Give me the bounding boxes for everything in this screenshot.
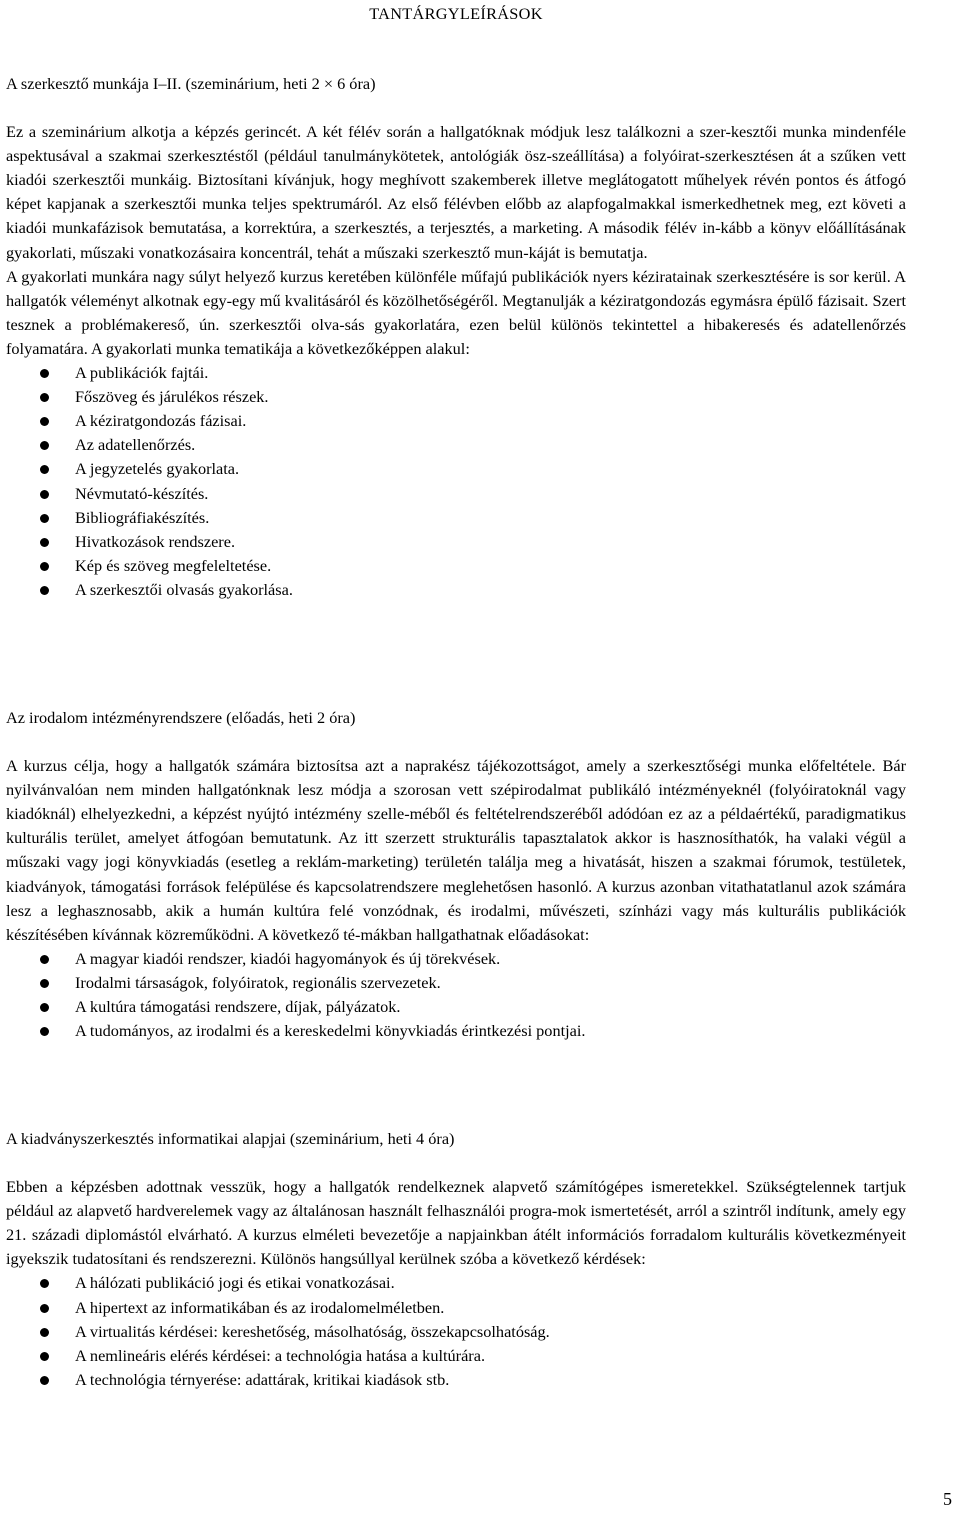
section-irodalom-intezmenyrendszere bbox=[6, 706, 906, 1043]
section-heading: A szerkesztő munkája I–II. (szeminárium, heti 2 × 6 óra) bbox=[6, 74, 376, 93]
list-item: Névmutató-készítés. bbox=[6, 482, 906, 506]
list-item: A technológia térnyerése: adattárak, kritikai kiadások stb. bbox=[6, 1368, 906, 1392]
list-item: Kép és szöveg megfeleltetése. bbox=[6, 554, 906, 578]
bullet-icon bbox=[40, 465, 49, 474]
list-item: A virtualitás kérdései: kereshetőség, másolhatóság, összekapcsolhatóság. bbox=[6, 1320, 906, 1344]
list-item: A jegyzetelés gyakorlata. bbox=[6, 457, 906, 481]
paragraph: A gyakorlati munkára nagy súlyt helyező kurzus keretében különféle műfajú publikációk nyers kéziratainak szerkesztésére is sor kerül. A hallgatók véleményt alkotnak egy-egy mű kvalitásáról és közölhetőségéről. Megtanulják a kéziratgondozás egymásra épülő fázisait. Szert tesznek a problémakereső, ún. szerkesztői olva-sás gyakorlatára, ezen belül különös tekintettel a hibakeresés és adatellenőrzés folyamatára. A gyakorlati munka tematikája a következőképpen alakul: bbox=[6, 266, 906, 358]
list-item: A publikációk fajtái. bbox=[6, 361, 906, 385]
list-item: Bibliográfiakészítés. bbox=[6, 506, 906, 530]
bullet-icon bbox=[40, 417, 49, 426]
paragraph: Ebben a képzésben adottnak vesszük, hogy a hallgatók rendelkeznek alapvető számítógépes ismeretekkel. Szükségtelennek tartjuk például az alapvető hardverelemek vagy az általánosan használt felhasználói progra-mok ismertetését, arról a szintről indítunk, amely egy 21. századi diplomástól elvárható. A kurzus elméleti bevezetője a napjainkban átélt információs forradalom kulturális következményeit igyekszik tudatosítani és rendszerezni. Különös hangsúllyal kerülnek szóba a következő kérdések: bbox=[6, 1177, 906, 1269]
bullet-icon bbox=[40, 586, 49, 595]
section-heading: Az irodalom intézményrendszere (előadás, heti 2 óra) bbox=[6, 708, 356, 727]
bullet-icon bbox=[40, 441, 49, 450]
page-title: TANTÁRGYLEÍRÁSOK bbox=[369, 4, 543, 23]
bullet-icon bbox=[40, 1003, 49, 1012]
list-item: A nemlineáris elérés kérdései: a technológia hatása a kultúrára. bbox=[6, 1344, 906, 1368]
list-item: A kéziratgondozás fázisai. bbox=[6, 409, 906, 433]
section-heading: A kiadványszerkesztés informatikai alapjai (szeminárium, heti 4 óra) bbox=[6, 1129, 455, 1148]
paragraph: A kurzus célja, hogy a hallgatók számára biztosítsa azt a naprakész tájékozottságot, amely a szerkesztőségi munka előfeltétele. Bár nyilvánvalóan nem minden hallgatónknak lesz módja a szorosan vett szépirodalmat publikáló intézményeknél (folyóiratoknál vagy kiadóknál) elhelyezkedni, a képzést nyújtó intézmény szelle-méből és feltételrendszeréből adódóan ez az a példaértékű, paradigmatikus kulturális terület, amelyet átfogóan bemutatunk. Az itt szerzett strukturális tapasztalatok akkor is hasznosíthatók, ha valaki végül a műszaki vagy jogi könyvkiadás (esetleg a reklám-marketing) területén találja meg a hivatását, hiszen a szakmai fórumok, testületek, kiadványok, támogatási források felépülése és kapcsolatrendszere meglehetősen hasonló. A kurzus azonban vitathatatlanul azok számára lesz a leghasznosabb, akik a humán kultúra felé vonzódnak, és irodalmi, művészeti, színházi vagy más kulturális publikációk készítésében kívánnak közreműködni. A következő té-mákban hallgathatnak előadásokat: bbox=[6, 756, 906, 944]
list-item: Irodalmi társaságok, folyóiratok, regionális szervezetek. bbox=[6, 971, 906, 995]
paragraph: Ez a szeminárium alkotja a képzés gerincét. A két félév során a hallgatóknak módjuk lesz találkozni a szer-kesztői munka mindenféle aspektusával a szakmai szerkesztéstől (például tanulmánykötetek, antológiák ösz-szeállítása) a folyóirat-szerkesztésen át a szűken vett kiadói szerkesztői munkáig. Biztosítani kívánjuk, hogy meghívott szakemberek illetve meglátogatott műhelyek révén pontos és átfogó képet kapjanak a szerkesztői munka teljes spektrumáról. Az első félévben előbb az alapfogalmakkal ismerkedhetnek meg, ezt követi a kiadói munkafázisok bemutatása, a korrektúra, a szerkesztés, a terjesztés, a marketing. A második félév in-kább a könyv előállításának gyakorlati, műszaki vonatkozásaira koncentrál, tehát a műszaki szerkesztő mun-káját is bemutatja. bbox=[6, 122, 906, 262]
topic-list bbox=[6, 947, 906, 1043]
bullet-icon bbox=[40, 979, 49, 988]
list-item: A kultúra támogatási rendszere, díjak, pályázatok. bbox=[6, 995, 906, 1019]
section-szerkeszto-munkaja bbox=[6, 72, 906, 602]
bullet-icon bbox=[40, 562, 49, 571]
bullet-icon bbox=[40, 369, 49, 378]
list-item: A hálózati publikáció jogi és etikai vonatkozásai. bbox=[6, 1271, 906, 1295]
list-item: Hivatkozások rendszere. bbox=[6, 530, 906, 554]
list-item: Az adatellenőrzés. bbox=[6, 433, 906, 457]
bullet-icon bbox=[40, 514, 49, 523]
bullet-icon bbox=[40, 1328, 49, 1337]
bullet-icon bbox=[40, 1352, 49, 1361]
bullet-icon bbox=[40, 1279, 49, 1288]
list-item: Főszöveg és járulékos részek. bbox=[6, 385, 906, 409]
bullet-icon bbox=[40, 1027, 49, 1036]
bullet-icon bbox=[40, 538, 49, 547]
list-item: A magyar kiadói rendszer, kiadói hagyományok és új törekvések. bbox=[6, 947, 906, 971]
topic-list bbox=[6, 361, 906, 602]
bullet-icon bbox=[40, 955, 49, 964]
page-number: 5 bbox=[943, 1489, 952, 1509]
topic-list bbox=[6, 1271, 906, 1391]
section-kiadvanyszerkesztes-informatika bbox=[6, 1127, 906, 1392]
list-item: A hipertext az informatikában és az irodalomelméletben. bbox=[6, 1296, 906, 1320]
bullet-icon bbox=[40, 393, 49, 402]
list-item: A szerkesztői olvasás gyakorlása. bbox=[6, 578, 906, 602]
bullet-icon bbox=[40, 1376, 49, 1385]
document-page bbox=[6, 0, 906, 1389]
bullet-icon bbox=[40, 490, 49, 499]
list-item: A tudományos, az irodalmi és a kereskedelmi könyvkiadás érintkezési pontjai. bbox=[6, 1019, 906, 1043]
bullet-icon bbox=[40, 1304, 49, 1313]
